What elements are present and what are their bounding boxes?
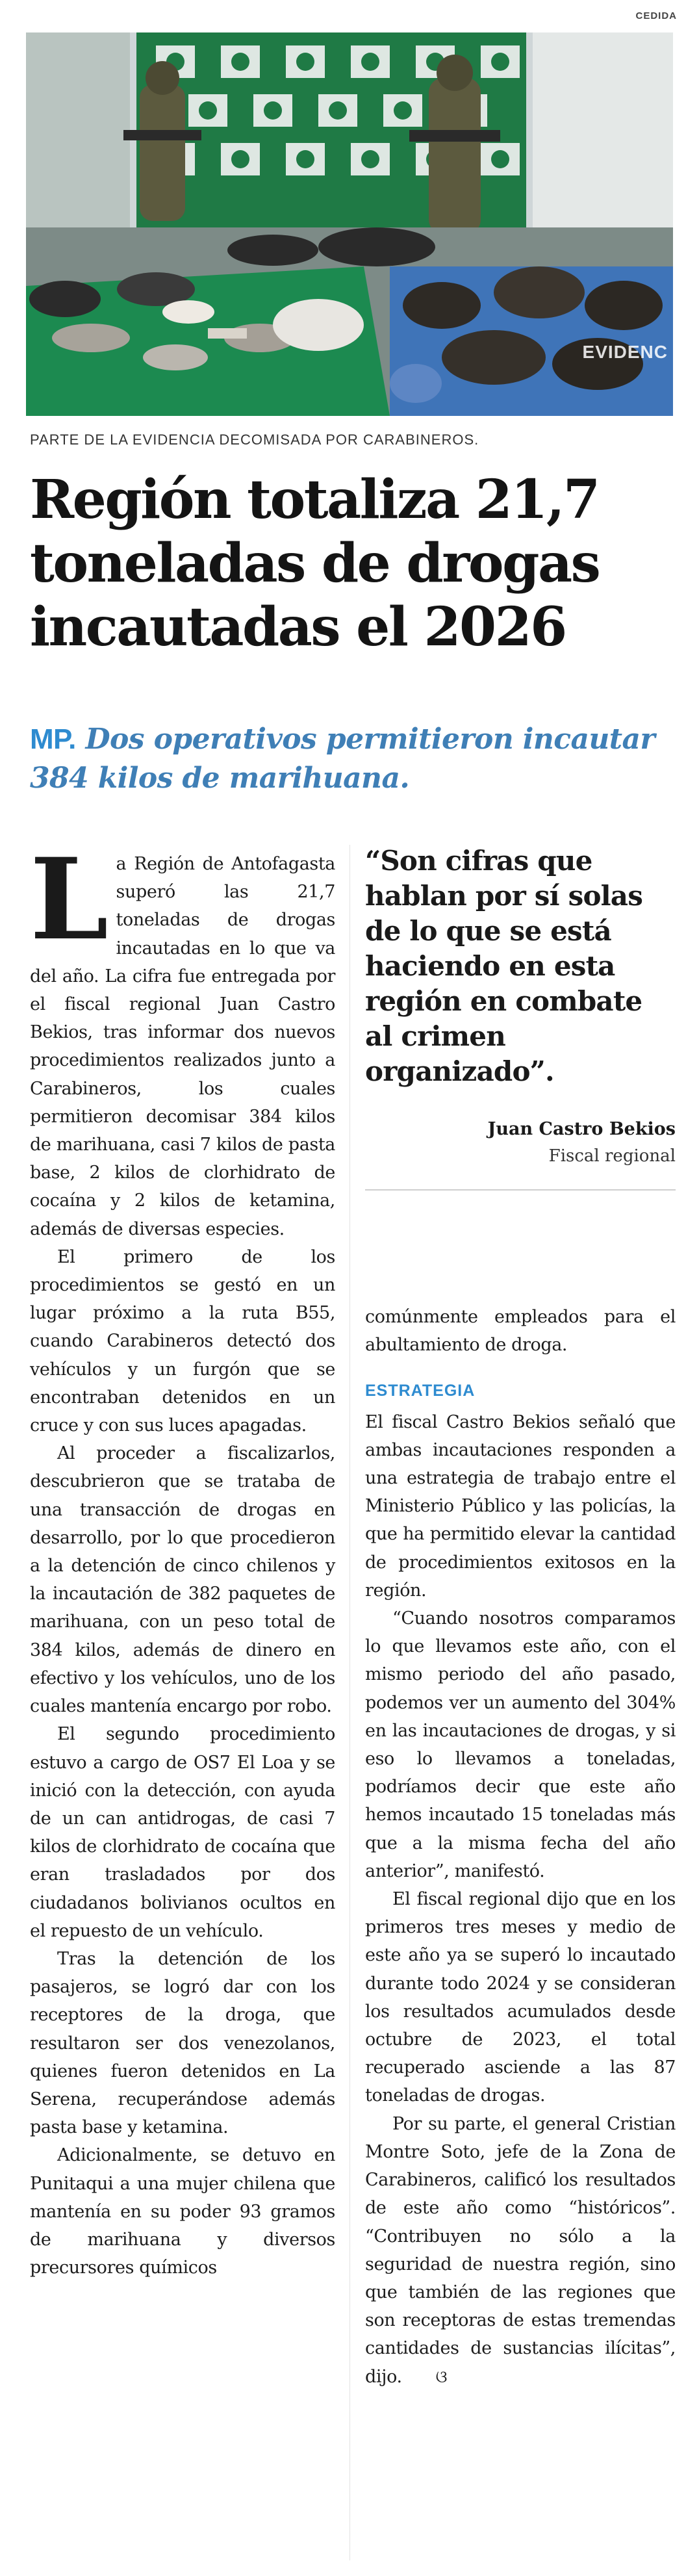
end-mark-icon: ଓ (435, 2367, 448, 2387)
paragraph-9: “Cuando nosotros comparamos lo que llevamos este año, con el mismo periodo del año pasado, podemos ver un aumento del 304% en las incautaciones de drogas, y si eso lo llevamos a toneladas, podríamos decir que este año hemos incautado 15 toneladas más que a la misma fecha del año anterior”, manifestó. (365, 1608, 676, 1881)
evidence-photo-illustration (26, 32, 673, 416)
drop-cap: L (30, 833, 108, 965)
headline-line-3: incautadas el 2026 (30, 596, 566, 658)
article-column-right (365, 1303, 676, 2391)
paragraph-8: El fiscal Castro Bekios señaló que ambas incautaciones responden a una estrategia de trabajo entre el Ministerio Público y las policías, la que ha permitido elevar la cantidad de procedimientos exitosos en la región. (365, 1411, 676, 1601)
photo-watermark: EVIDENC (582, 342, 668, 362)
paragraph-11-text: Por su parte, el general Cristian Montre Soto, jefe de la Zona de Carabineros, calificó los resultados de este año como “históricos”. “Contribuyen no sólo a la seguridad de nuestra región, sino que también de las regiones que son receptoras de estas tremendas cantidades de sustancias ilícitas”, dijo. (365, 2113, 676, 2387)
paragraph-7: comúnmente empleados para el abultamiento de droga. (365, 1307, 676, 1356)
pull-quote-divider (365, 1189, 676, 1191)
pull-quote: “Son cifras que hablan por sí solas de lo que se está haciendo en esta región en combate al crimen organizado”. (365, 845, 643, 1087)
paragraph-11 (365, 2110, 676, 2391)
article-column-left (30, 833, 335, 2282)
paragraph-3: Al proceder a fiscalizarlos, descubrieron que se trataba de una transacción de drogas en desarrollo, por lo que procedieron a la detención de cinco chilenos y la incautación de 382 paquetes de marihuana, con un peso total de 384 kilos, además de dinero en efectivo y los vehículos, uno de los cuales mantenía encargo por robo. (30, 1443, 335, 1717)
pull-quote-author: Juan Castro Bekios (487, 1119, 676, 1139)
paragraph-1-text: a Región de Antofagasta superó las 21,7 toneladas de drogas incautadas en lo que va del año. La cifra fue entregada por el fiscal regional Juan Castro Bekios, tras informar dos nuevos procedimientos realizados junto a Carabineros, los cuales permitieron decomisar 384 kilos de marihuana, casi 7 kilos de pasta base, 2 kilos de clorhidrato de cocaína y 2 kilos de ketamina, además de diversas especies. (30, 854, 335, 1239)
deck-text: Dos operativos permitieron incautar 384 kilos de marihuana. (30, 723, 655, 795)
deck-subtitle (30, 720, 673, 798)
paragraph-5: Tras la detención de los pasajeros, se logró dar con los receptores de la droga, que resultaron ser dos venezolanos, quienes fueron detenidos en La Serena, recuperándose además pasta base y ketamina. (30, 1948, 335, 2138)
paragraph-10: El fiscal regional dijo que en los primeros tres meses y medio de este año ya se superó lo incautado durante todo 2024 y se consideran los resultados acumulados desde octubre de 2023, el total recuperado asciende a las 87 toneladas de drogas. (365, 1889, 676, 2106)
headline-line-1: Región totaliza 21,7 (30, 469, 599, 531)
pull-quote-role: Fiscal regional (548, 1146, 676, 1166)
paragraph-2: El primero de los procedimientos se gestó en un lugar próximo a la ruta B55, cuando Carabineros detectó dos vehículos y un furgón que se encontraban detenidos en un cruce y con sus luces apagadas. (30, 1246, 335, 1436)
paragraph-1 (30, 833, 335, 1243)
evidence-photo (26, 32, 673, 416)
photo-credit: CEDIDA (635, 10, 677, 21)
headline-line-2: toneladas de drogas (30, 532, 600, 595)
paragraph-6: Adicionalmente, se detuvo en Punitaqui a una mujer chilena que mantenía en su poder 93 gramos de marihuana y diversos precursores químicos (30, 2145, 335, 2278)
section-subhead: ESTRATEGIA (365, 1382, 476, 1400)
paragraph-4: El segundo procedimiento estuvo a cargo de OS7 El Loa y se inició con la detección, con ayuda de un can antidrogas, de casi 7 kilos de clorhidrato de cocaína que eran trasladados por dos ciudadanos bolivianos ocultos en el repuesto de un vehículo. (30, 1724, 335, 1941)
deck-tag: MP. (30, 723, 76, 755)
photo-caption: PARTE DE LA EVIDENCIA DECOMISADA POR CARABINEROS. (30, 431, 479, 448)
headline (30, 468, 680, 659)
